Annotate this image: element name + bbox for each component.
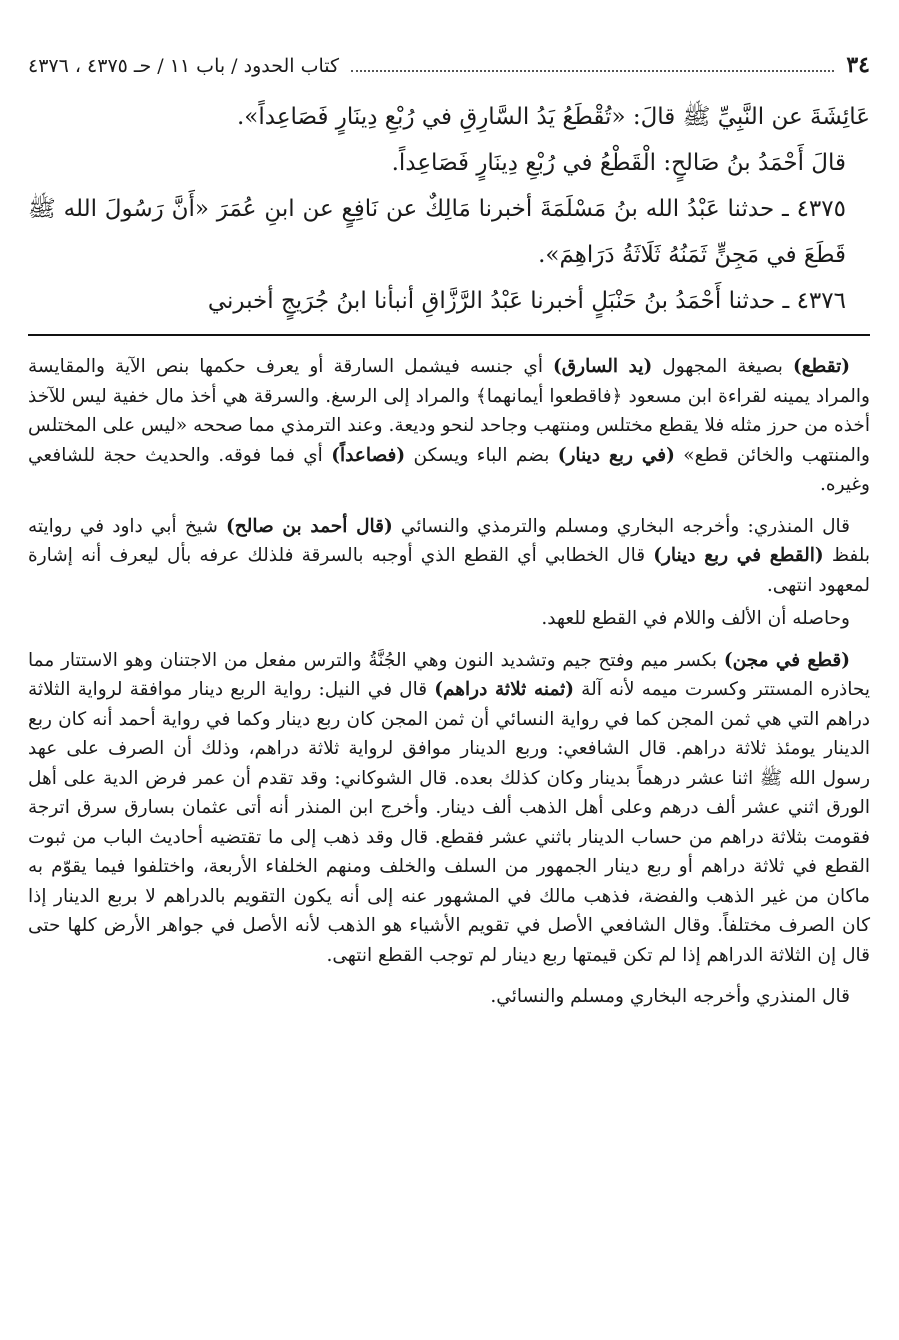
commentary-text: قال الخطابي أي القطع الذي أوجبه بالسرقة فلذلك عرفه بأل ليعرف أنه إشارة لمعهود انتهى. [28, 545, 870, 596]
running-title: كتاب الحدود / باب ١١ / حـ ٤٣٧٥ ، ٤٣٧٦ [28, 55, 340, 77]
commentary-term: (القطع في ربع دينار) [653, 545, 824, 566]
header-dotted-leader [351, 69, 834, 72]
commentary-term: (تقطع) [792, 356, 850, 377]
commentary-text: أي جنسه فيشمل السارقة أو يعرف حكمها بنص الآية والمقايسة والمراد يمينه لقراءة ابن مسعود ﴿فاقطعوا أيمانهما﴾ والمراد إلى الرسغ. والسرقة هي أخذ مال خفية ليس للآخذ أخذه من حرز مثله فلا يقطع مختلس ومنتهب وجاحد لنحو وديعة. وعند الترمذي مما صححه «ليس على المختلس والمنتهب والخائن قطع» [28, 356, 870, 466]
hadith-text [28, 94, 870, 324]
commentary-paragraph: وحاصله أن الألف واللام في القطع للعهد. [541, 608, 850, 629]
commentary-text: بضم الباء ويسكن [405, 444, 558, 466]
commentary-term: (ثمنه ثلاثة دراهم) [434, 679, 575, 700]
commentary-text: قال المنذري: وأخرجه البخاري ومسلم والترمذي والنسائي [392, 515, 851, 537]
commentary-text: بكسر ميم وفتح جيم وتشديد النون وهي الجُنَّةُ والترس مفعل من الاجتنان وهو الاستتار مما يحاذره المستتر وكسرت ميمه لأنه آلة [28, 649, 870, 700]
hadith-4375: ٤٣٧٥ ـ حدثنا عَبْدُ الله بنُ مَسْلَمَةَ أخبرنا مَالِكٌ عن نَافِعٍ عن ابنِ عُمَرَ «أَنَّ رَسُولَ الله ﷺ قَطَعَ في مَجِنٍّ ثَمَنُهُ ثَلَاثَةُ دَرَاهِمَ». [28, 196, 846, 268]
hadith-4376: ٤٣٧٦ ـ حدثنا أَحْمَدُ بنُ حَنْبَلٍ أخبرنا عَبْدُ الرَّزَّاقِ أنبأنا ابنُ جُرَيجٍ أخبرني [207, 288, 846, 314]
commentary-paragraph [28, 352, 870, 500]
commentary-text: شيخ أبي داود في روايته بلفظ [28, 515, 871, 566]
commentary-text: أي فما فوقه. والحديث حجة للشافعي وغيره. [28, 444, 870, 495]
commentary-section [28, 352, 870, 1012]
commentary-term: (فصاعداً) [331, 444, 406, 466]
document-page [28, 52, 870, 1322]
commentary-paragraph [28, 512, 870, 601]
commentary-term: (قطع في مجن) [723, 649, 850, 671]
footnote-divider [28, 334, 870, 336]
hadith-line: قالَ أَحْمَدُ بنُ صَالحٍ: الْقَطْعُ في رُبْعِ دِينَارٍ فَصَاعِداً. [391, 150, 846, 176]
commentary-text: بصيغة المجهول [652, 356, 793, 377]
commentary-term: (في ربع دينار) [557, 444, 675, 466]
page-number: ٣٤ [846, 52, 870, 78]
page-header [28, 52, 870, 88]
commentary-text: قال في النيل: رواية الربع دينار موافقة لرواية الثلاثة دراهم التي هي ثمن المجن كما في رواية النسائي أن ثمن المجن كان ربع دينار وكما في رواية أحمد أنه كان ربع الدينار يومئذ ثلاثة دراهم. قال الشافعي: وربع الدينار موافق لرواية ثلاثة دراهم، وذلك أن الصرف على عهد رسول الله ﷺ اثنا عشر درهماً بدينار وكان كذلك بعده. قال الشوكاني: وقد تقدم أن عمر فرض الدية على أهل الورق اثني عشر ألف درهم وعلى أهل الذهب ألف دينار. وأخرج ابن المنذر أنه أتى عثمان بسارق سرق اترجة فقومت بثلاثة دراهم من حساب الدينار باثني عشر فقطع. قال وقد ذهب إلى ما تقتضيه أحاديث الباب من ثبوت القطع في ثلاثة دراهم أو ربع دينار الجمهور من السلف والخلف ومنهم الخلفاء الأربعة، واختلفوا فيما يقوّم به ماكان من غير الذهب والفضة، فذهب مالك في المشهور عنه إلى أنه يكون التقويم بالدراهم لا بربع الدينار إذا كان الصرف مختلفاً. وقال الشافعي الأصل في تقويم الأشياء هو الذهب لأنه الأصل في جواهر الأرض كلها حتى قال إن الثلاثة الدراهم إذا لم تكن قيمتها ربع دينار لم توجب القطع انتهى. [28, 679, 870, 966]
commentary-paragraph [28, 646, 870, 971]
commentary-term: (قال أحمد بن صالح) [226, 515, 393, 537]
commentary-term: (يد السارق) [553, 356, 653, 377]
commentary-paragraph: قال المنذري وأخرجه البخاري ومسلم والنسائي. [490, 986, 850, 1007]
hadith-line: عَائِشَةَ عن النَّبِيِّ ﷺ قالَ: «تُقْطَعُ يَدُ السَّارِقِ في رُبْعِ دِينَارٍ فَصَاعِداً». [236, 104, 870, 130]
